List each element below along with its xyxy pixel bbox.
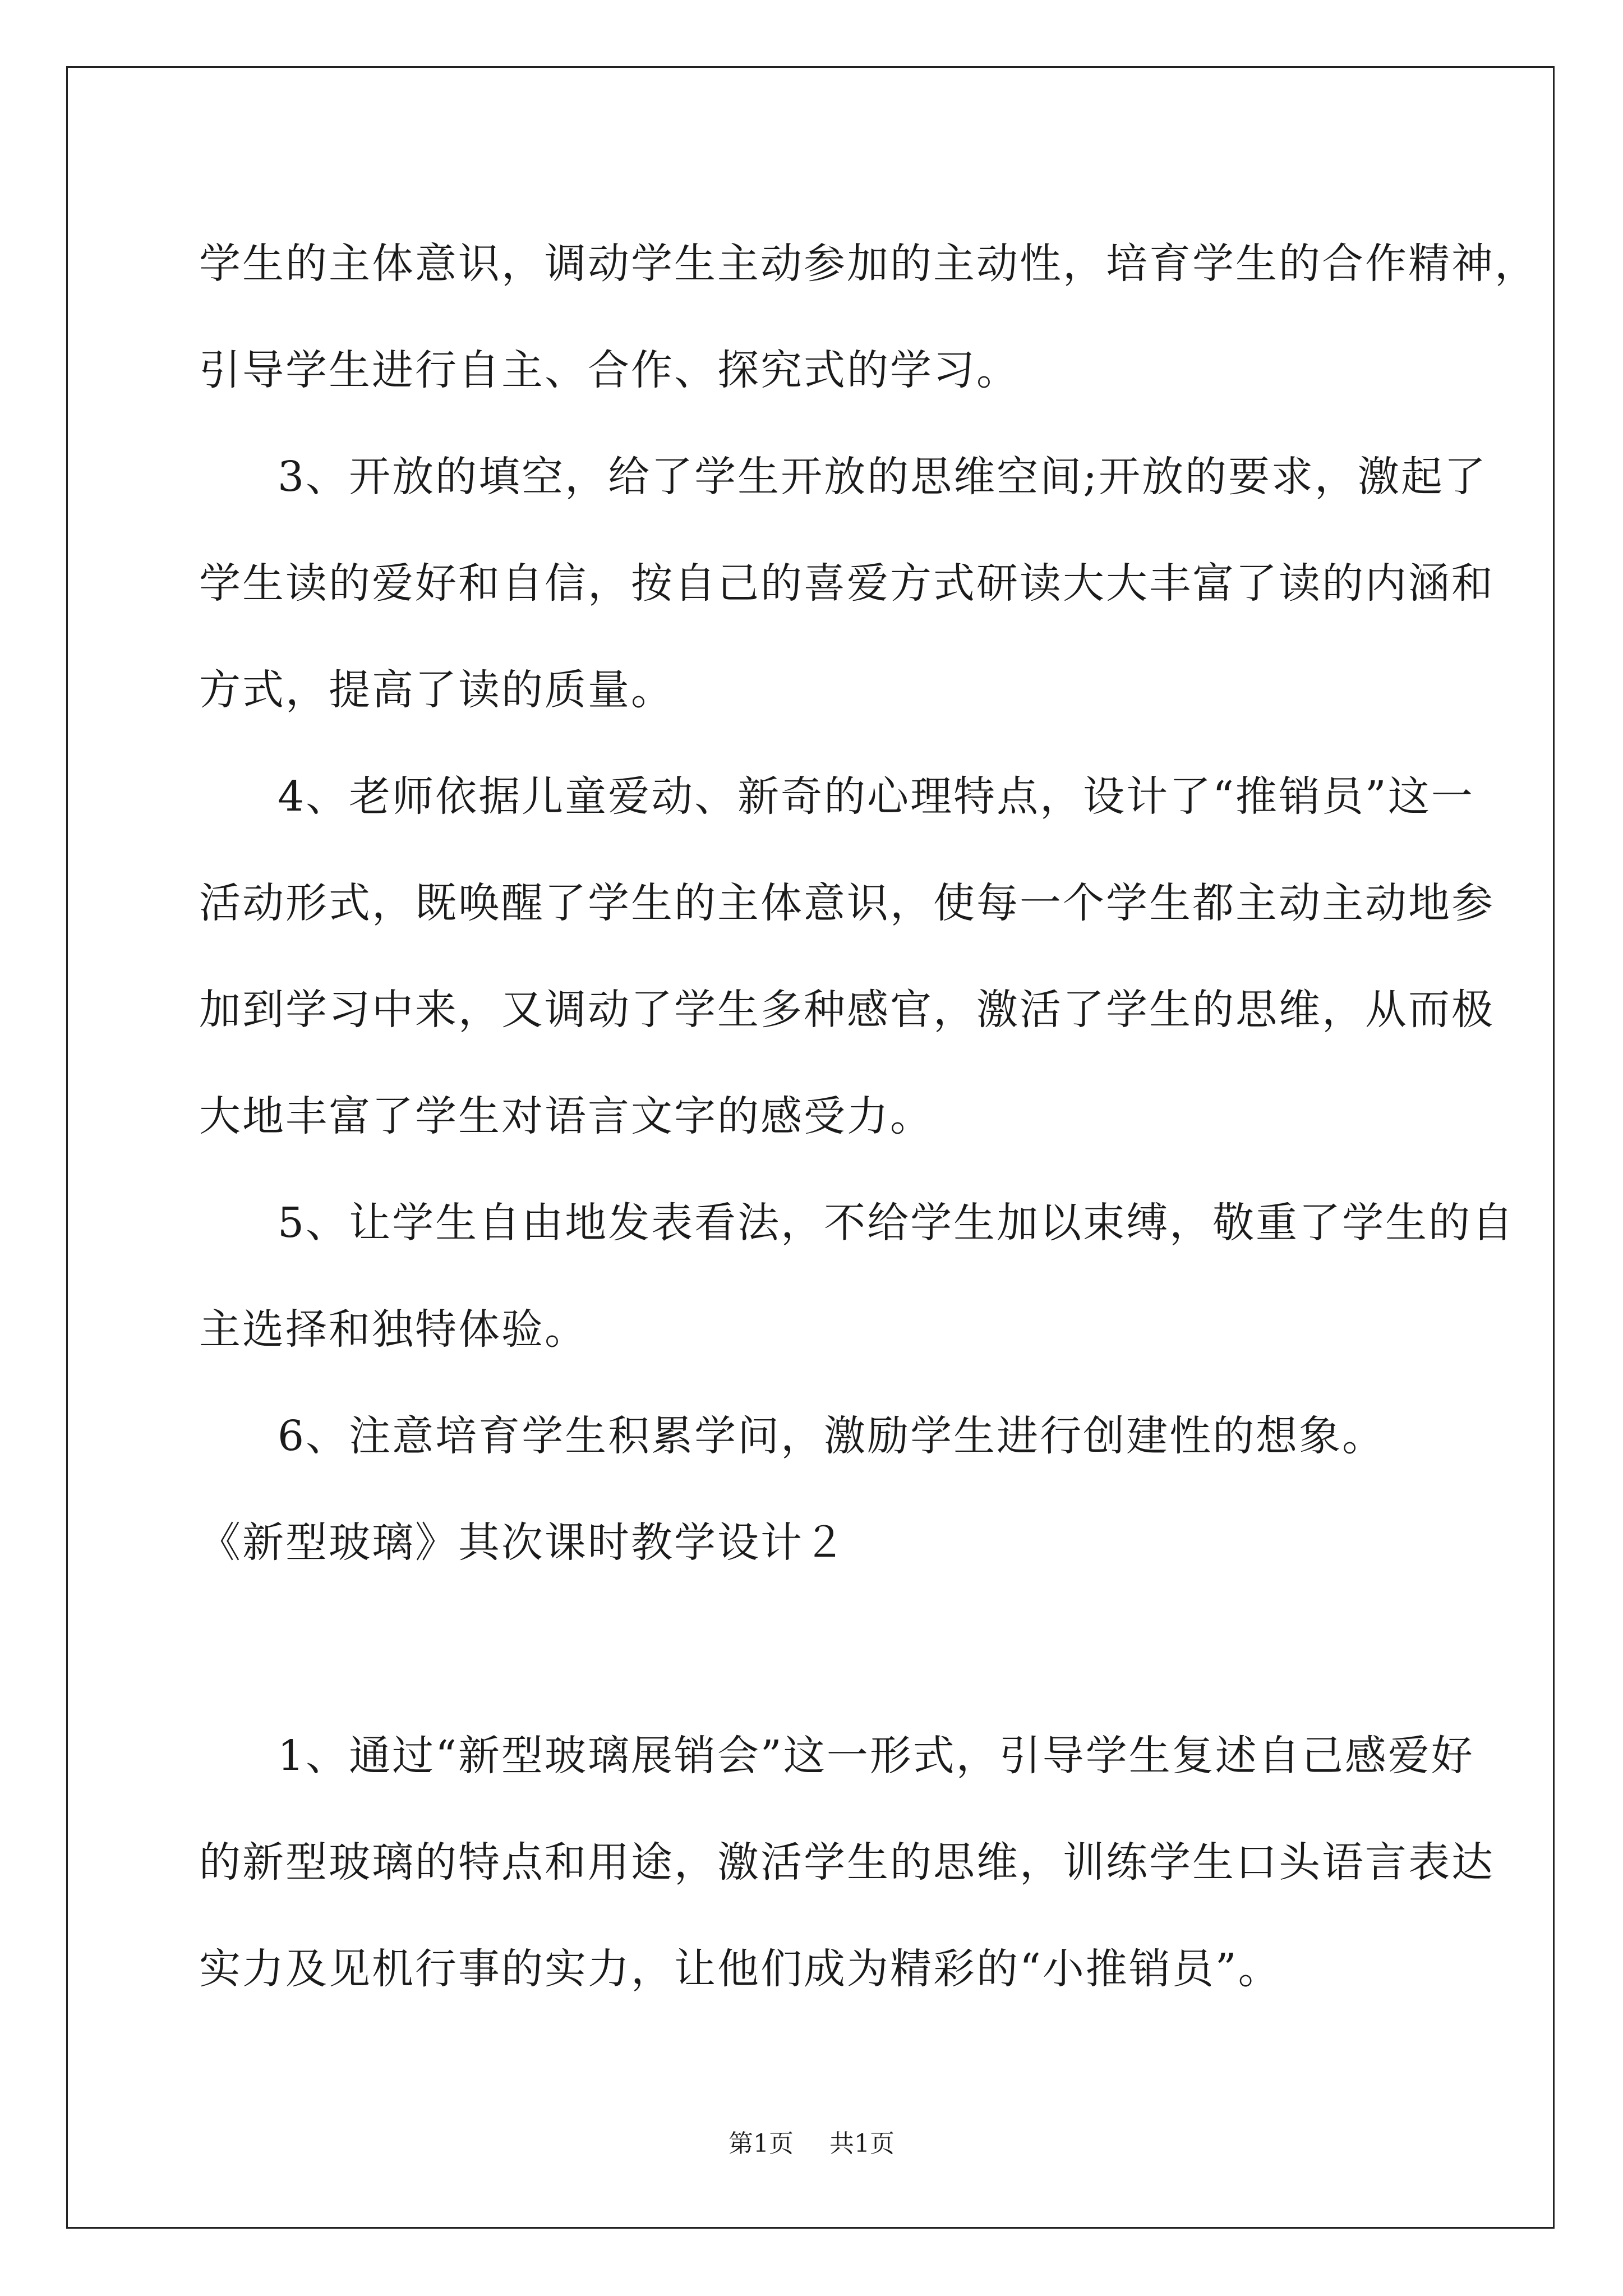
text-line-6: 4、老师依据儿童爱动、新奇的心理特点，设计了“推销员”这一	[278, 772, 1474, 821]
page-number-total: 共1页	[829, 2129, 895, 2158]
text-line-10: 5、让学生自由地发表看法，不给学生加以束缚，敬重了学生的自	[278, 1199, 1515, 1247]
text-line-4: 学生读的爱好和自信，按自己的喜爱方式研读大大丰富了读的内涵和	[199, 559, 1495, 608]
page-footer	[0, 2123, 1623, 2159]
page-number-current: 第1页	[728, 2129, 794, 2158]
document-body	[199, 210, 1538, 2022]
text-line-8: 加到学习中来，又调动了学生多种感官，激活了学生的思维，从而极	[199, 986, 1495, 1034]
text-line-14: 的新型玻璃的特点和用途，激活学生的思维，训练学生口头语言表达	[199, 1838, 1495, 1887]
text-line-1: 学生的主体意识，调动学生主动参加的主动性，培育学生的合作精神，	[199, 240, 1538, 288]
text-line-5: 方式，提高了读的质量。	[199, 666, 674, 714]
section-heading: 《新型玻璃》其次课时教学设计２	[199, 1519, 847, 1567]
text-line-2: 引导学生进行自主、合作、探究式的学习。	[199, 346, 1020, 394]
text-line-12: 6、注意培育学生积累学问，激励学生进行创建性的想象。	[278, 1412, 1386, 1460]
text-line-9: 大地丰富了学生对语言文字的感受力。	[199, 1092, 933, 1140]
text-line-7: 活动形式，既唤醒了学生的主体意识，使每一个学生都主动主动地参	[199, 879, 1495, 927]
blank-line	[199, 1596, 1433, 1703]
text-line-3: 3、开放的填空，给了学生开放的思维空间;开放的要求，激起了	[278, 453, 1488, 501]
text-line-13: 1、通过“新型玻璃展销会”这一形式，引导学生复述自己感爱好	[278, 1732, 1474, 1780]
text-line-15: 实力及见机行事的实力，让他们成为精彩的“小推销员”。	[199, 1945, 1281, 1993]
text-line-11: 主选择和独特体验。	[199, 1305, 588, 1354]
